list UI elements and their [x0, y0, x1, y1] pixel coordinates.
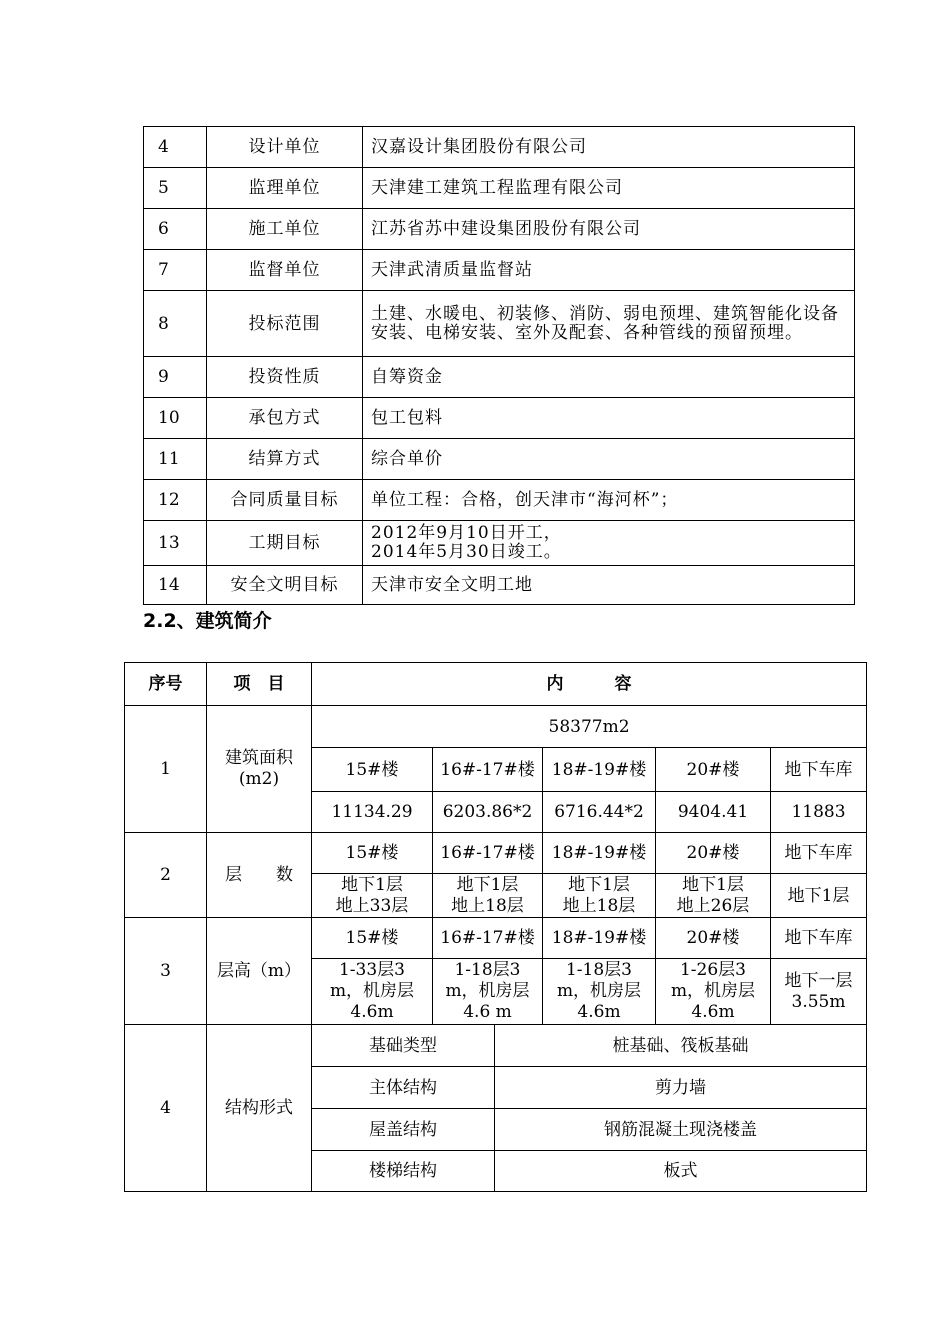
row-item: 设计单位	[207, 127, 363, 168]
floors-value: 地下1层	[771, 874, 867, 918]
value-line: m，机房层	[445, 981, 530, 1001]
row-number: 9	[144, 357, 207, 398]
row-content: 天津市安全文明工地	[363, 566, 855, 605]
structure-label: 基础类型	[312, 1025, 495, 1067]
height-value	[656, 959, 771, 1025]
structure-label: 楼梯结构	[312, 1151, 495, 1192]
value-line: 1-33层3	[338, 960, 405, 980]
item-line: (m2)	[238, 769, 280, 789]
building-label: 20#楼	[656, 748, 771, 792]
row-content	[363, 521, 855, 566]
building-label: 16#-17#楼	[433, 918, 543, 959]
structure-value: 板式	[495, 1151, 867, 1192]
building-label: 地下车库	[771, 918, 867, 959]
header-item: 项 目	[207, 663, 312, 706]
structure-value: 钢筋混凝土现浇楼盖	[495, 1109, 867, 1151]
area-value: 11883	[771, 792, 867, 833]
area-value: 11134.29	[312, 792, 433, 833]
table-row	[144, 566, 855, 605]
building-label: 20#楼	[656, 918, 771, 959]
row-number: 6	[144, 209, 207, 250]
row-number: 1	[125, 706, 207, 833]
building-label: 15#楼	[312, 748, 433, 792]
row-number: 4	[125, 1025, 207, 1192]
structure-value: 桩基础、筏板基础	[495, 1025, 867, 1067]
row-item: 层高（m）	[207, 918, 312, 1025]
row-number: 13	[144, 521, 207, 566]
value-line: 地下1层	[341, 874, 403, 895]
building-label: 15#楼	[312, 918, 433, 959]
value-line: 1-18层3	[454, 960, 521, 980]
item-line: 建筑面积	[225, 748, 293, 768]
row-item: 监督单位	[207, 250, 363, 291]
value-line: 地上33层	[335, 895, 409, 916]
table-row	[144, 439, 855, 480]
building-label: 16#-17#楼	[433, 833, 543, 874]
row-content: 天津武清质量监督站	[363, 250, 855, 291]
building-label: 18#-19#楼	[543, 918, 656, 959]
section-heading: 2.2、建筑简介	[143, 610, 272, 632]
value-line: 3.55m	[791, 991, 846, 1012]
row-item	[207, 706, 312, 833]
table-row	[144, 357, 855, 398]
building-label: 16#-17#楼	[433, 748, 543, 792]
row-number: 5	[144, 168, 207, 209]
floors-value	[312, 874, 433, 918]
row-number: 8	[144, 291, 207, 357]
building-label: 15#楼	[312, 833, 433, 874]
row-item: 施工单位	[207, 209, 363, 250]
row-content: 单位工程：合格，创天津市“海河杯”；	[363, 480, 855, 521]
row-number: 2	[125, 833, 207, 918]
row-number: 12	[144, 480, 207, 521]
value-line: m，机房层	[329, 981, 415, 1001]
project-info-table	[143, 126, 855, 605]
row-number: 11	[144, 439, 207, 480]
table-row	[125, 706, 867, 748]
building-label: 18#-19#楼	[543, 833, 656, 874]
floors-value	[543, 874, 656, 918]
row-item: 工期目标	[207, 521, 363, 566]
value-line: 地下一层	[784, 970, 853, 991]
value-line: 地上18层	[451, 895, 524, 916]
row-content: 综合单价	[363, 439, 855, 480]
building-label: 18#-19#楼	[543, 748, 656, 792]
row-content: 土建、水暖电、初装修、消防、弱电预埋、建筑智能化设备安装、电梯安装、室外及配套、各种管线的预留预埋。	[363, 291, 855, 357]
value-line: 4.6 m	[463, 1002, 512, 1022]
height-value	[771, 959, 867, 1025]
table-row	[144, 398, 855, 439]
table-row	[144, 209, 855, 250]
row-content: 汉嘉设计集团股份有限公司	[363, 127, 855, 168]
content-line: 2012年9月10日开工，	[371, 523, 562, 543]
row-item: 投资性质	[207, 357, 363, 398]
table-row	[125, 1025, 867, 1067]
value-line: 地上18层	[562, 895, 636, 916]
row-number: 4	[144, 127, 207, 168]
floors-value	[656, 874, 771, 918]
table-row	[144, 480, 855, 521]
structure-label: 主体结构	[312, 1067, 495, 1109]
row-item: 层 数	[207, 833, 312, 918]
building-label: 20#楼	[656, 833, 771, 874]
row-content: 天津建工建筑工程监理有限公司	[363, 168, 855, 209]
row-item: 结构形式	[207, 1025, 312, 1192]
content-line: 2014年5月30日竣工。	[371, 542, 562, 562]
value-line: m，机房层	[556, 981, 642, 1001]
table-row	[144, 127, 855, 168]
row-item: 承包方式	[207, 398, 363, 439]
value-line: m，机房层	[670, 981, 756, 1001]
value-line: 1-26层3	[679, 960, 746, 980]
value-line: 1-18层3	[565, 960, 632, 980]
value-line: 地下1层	[568, 874, 630, 895]
area-value: 9404.41	[656, 792, 771, 833]
total-area: 58377m2	[312, 706, 867, 748]
header-content: 内 容	[312, 663, 867, 706]
row-number: 14	[144, 566, 207, 605]
row-content: 包工包料	[363, 398, 855, 439]
value-line: 地下1层	[456, 874, 519, 895]
row-item: 监理单位	[207, 168, 363, 209]
header-no: 序号	[125, 663, 207, 706]
table-row	[144, 250, 855, 291]
row-item: 投标范围	[207, 291, 363, 357]
row-content: 江苏省苏中建设集团股份有限公司	[363, 209, 855, 250]
value-line: 4.6m	[350, 1002, 394, 1022]
height-value	[543, 959, 656, 1025]
row-item: 结算方式	[207, 439, 363, 480]
table-row	[144, 521, 855, 566]
table-row	[125, 918, 867, 959]
row-item: 安全文明目标	[207, 566, 363, 605]
building-label: 地下车库	[771, 748, 867, 792]
value-line: 4.6m	[691, 1002, 735, 1022]
value-line: 地上26层	[676, 895, 750, 916]
table-row	[125, 833, 867, 874]
area-value: 6716.44*2	[543, 792, 656, 833]
row-number: 3	[125, 918, 207, 1025]
floors-value	[433, 874, 543, 918]
table-header-row	[125, 663, 867, 706]
table-row	[144, 291, 855, 357]
building-overview-table	[124, 662, 867, 1192]
building-label: 地下车库	[771, 833, 867, 874]
value-line: 4.6m	[577, 1002, 621, 1022]
row-content: 自筹资金	[363, 357, 855, 398]
row-number: 10	[144, 398, 207, 439]
structure-value: 剪力墙	[495, 1067, 867, 1109]
table-row	[144, 168, 855, 209]
row-item: 合同质量目标	[207, 480, 363, 521]
area-value: 6203.86*2	[433, 792, 543, 833]
height-value	[433, 959, 543, 1025]
value-line: 地下1层	[682, 874, 744, 895]
row-number: 7	[144, 250, 207, 291]
structure-label: 屋盖结构	[312, 1109, 495, 1151]
height-value	[312, 959, 433, 1025]
